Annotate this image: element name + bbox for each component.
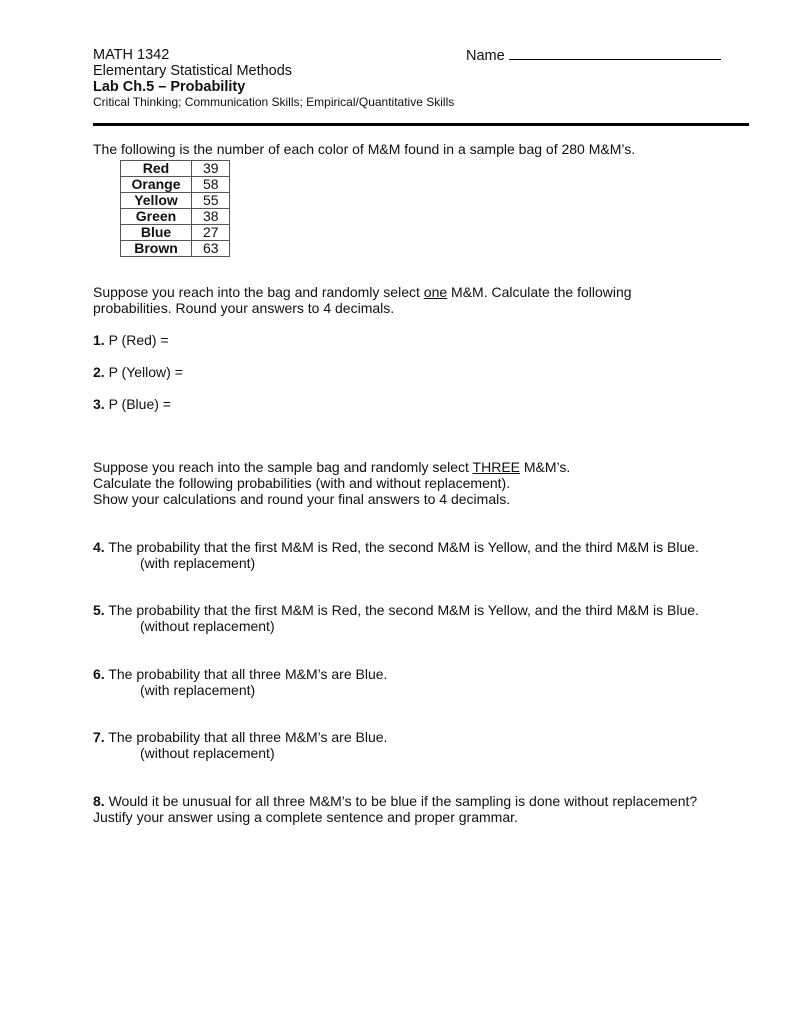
part2-text-b: M&M’s. [520, 459, 571, 475]
question-number: 8. [93, 793, 105, 809]
part1-underlined-word: one [423, 284, 448, 300]
color-cell: Blue [121, 225, 192, 241]
part1-instructions-line1 [93, 284, 632, 300]
question-text: P (Blue) = [104, 396, 171, 412]
question-text: P (Yellow) = [104, 364, 183, 380]
intro-text: The following is the number of each color of M&M found in a sample bag of 280 M&M’s. [93, 141, 636, 157]
question-number: 7. [93, 729, 105, 745]
question-1 [93, 332, 169, 348]
part2-text-a: Suppose you reach into the sample bag and randomly select [93, 459, 473, 475]
question-text: The probability that all three M&M’s are Blue. [104, 666, 388, 682]
question-7-condition: (without replacement) [140, 745, 275, 761]
question-8-line2: Justify your answer using a complete sentence and proper grammar. [93, 809, 518, 825]
count-cell: 39 [192, 161, 230, 177]
question-number: 3. [93, 396, 105, 412]
question-5-condition: (without replacement) [140, 618, 275, 634]
color-cell: Yellow [121, 193, 192, 209]
part1-text-b: M&M. Calculate the following [447, 284, 632, 300]
count-cell: 27 [192, 225, 230, 241]
question-2 [93, 364, 183, 380]
name-field[interactable] [466, 47, 721, 64]
part2-instructions-line1 [93, 459, 570, 475]
part2-instructions-line2: Calculate the following probabilities (with and without replacement). [93, 475, 511, 491]
color-cell: Red [121, 161, 192, 177]
color-cell: Green [121, 209, 192, 225]
question-3 [93, 396, 171, 412]
question-8 [93, 793, 697, 809]
question-number: 6. [93, 666, 105, 682]
part1-text-a: Suppose you reach into the bag and randomly select [93, 284, 424, 300]
count-cell: 58 [192, 177, 230, 193]
header-divider [93, 123, 749, 126]
table-row [121, 177, 230, 193]
table-row [121, 209, 230, 225]
table-row [121, 225, 230, 241]
question-7 [93, 729, 387, 745]
question-6-condition: (with replacement) [140, 682, 256, 698]
question-number: 2. [93, 364, 105, 380]
question-number: 4. [93, 539, 105, 555]
part2-underlined-word: THREE [472, 459, 520, 475]
question-text: P (Red) = [104, 332, 169, 348]
question-text: The probability that the first M&M is Red, the second M&M is Yellow, and the third M&M is Blue. [104, 539, 699, 555]
course-name: Elementary Statistical Methods [93, 63, 293, 79]
question-number: 5. [93, 602, 105, 618]
question-5 [93, 602, 699, 618]
question-4 [93, 539, 699, 555]
lab-title: Lab Ch.5 – Probability [93, 79, 246, 95]
question-number: 1. [93, 332, 105, 348]
question-text: The probability that all three M&M’s are Blue. [104, 729, 388, 745]
mm-count-table [120, 160, 230, 257]
question-text: The probability that the first M&M is Red, the second M&M is Yellow, and the third M&M is Blue. [104, 602, 699, 618]
part2-instructions-line3: Show your calculations and round your final answers to 4 decimals. [93, 491, 511, 507]
course-number: MATH 1342 [93, 47, 170, 63]
name-label: Name [466, 48, 505, 64]
question-6 [93, 666, 387, 682]
count-cell: 38 [192, 209, 230, 225]
question-text: Would it be unusual for all three M&M’s to be blue if the sampling is done without replacement? [104, 793, 698, 809]
table-row [121, 161, 230, 177]
part1-instructions-line2: probabilities. Round your answers to 4 decimals. [93, 300, 395, 316]
question-4-condition: (with replacement) [140, 555, 256, 571]
color-cell: Brown [121, 241, 192, 257]
name-blank-line[interactable] [509, 47, 721, 60]
count-cell: 63 [192, 241, 230, 257]
table-row [121, 193, 230, 209]
skills-line: Critical Thinking; Communication Skills; Empirical/Quantitative Skills [93, 95, 455, 109]
count-cell: 55 [192, 193, 230, 209]
color-cell: Orange [121, 177, 192, 193]
table-row [121, 241, 230, 257]
